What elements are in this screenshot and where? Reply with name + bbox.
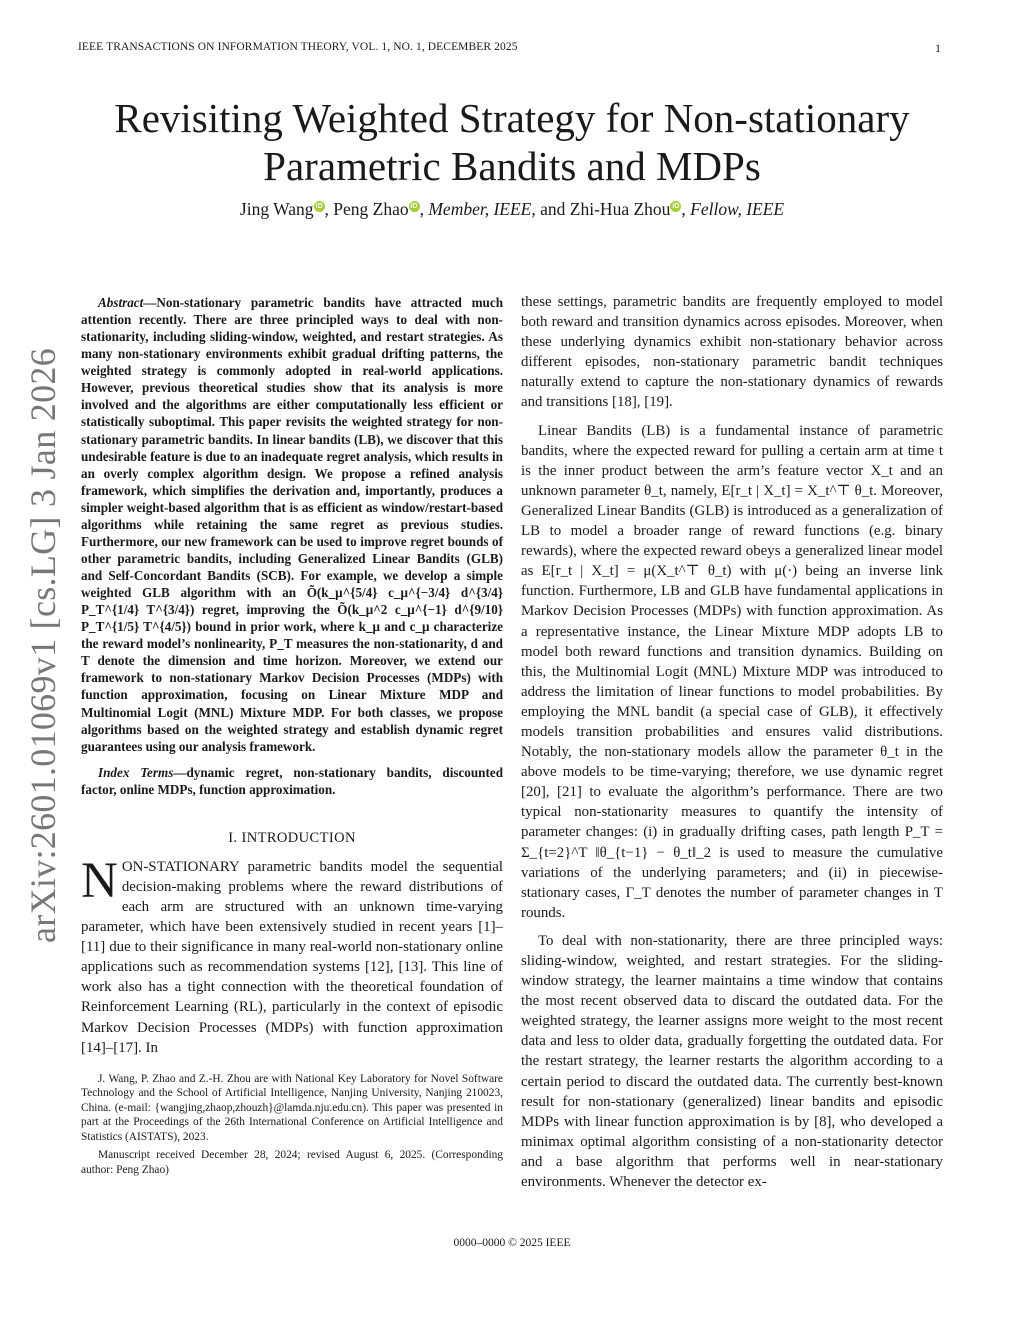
title-line-1: Revisiting Weighted Strategy for Non-stationary	[114, 95, 910, 141]
author-name: Peng Zhao	[333, 199, 409, 219]
author-role: Member, IEEE,	[428, 199, 536, 219]
author-conjunction: and	[535, 199, 570, 219]
copyright-footer: 0000–0000 © 2025 IEEE	[453, 1237, 571, 1249]
abstract-label: Abstract	[98, 295, 144, 310]
orcid-icon[interactable]: iD	[315, 203, 323, 211]
author-separator: ,	[419, 199, 429, 219]
abstract-text: —Non-stationary parametric bandits have attracted much attention recently. There are three principled ways to deal with non-stationarity, including sliding-window, weighted, and restart strategies. As many non-stationary environments exhibit gradual drifting patterns, the weighted strategy is commonly adopted in real-world applications. However, previous theoretical studies show that its analysis is more involved and the algorithms are either computationally less efficient or statistically suboptimal. This paper revisits the weighted strategy for non-stationary parametric bandits. In linear bandits (LB), we discover that this undesirable feature is due to an inadequate regret analysis, which results in an overly complex algorithm design. We propose a refined analysis framework, which simplifies the derivation and, importantly, produces a simpler weight-based algorithm that is as efficient as window/restart-based algorithms while retaining the same regret as previous studies. Furthermore, our new framework can be used to improve regret bounds of other parametric bandits, including Generalized Linear Bandits (GLB) and Self-Concordant Bandits (SCB). For example, we develop a simple weighted GLB algorithm with an Õ(k_μ^{5/4} c_μ^{−3/4} d^{3/4} P_T^{1/4} T^{3/4}) regret, improving the Õ(k_μ^2 c_μ^{−1} d^{9/10} P_T^{1/5} T^{4/5}) bound in prior work, where k_μ and c_μ characterize the reward model’s nonlinearity, P_T measures the non-stationarity, d and T denote the dimension and time horizon. Moreover, we extend our framework to non-stationary Markov Decision Processes (MDPs) with function approximation, focusing on Linear Mixture MDP and Multinomial Logit (MNL) Mixture MDP. For both classes, we propose algorithms based on the weighted strategy and establish dynamic regret guarantees using our analysis framework.	[81, 295, 503, 754]
arxiv-identifier: arXiv:2601.01069v1 [cs.LG] 3 Jan 2026	[23, 347, 63, 943]
section-heading: I. INTRODUCTION	[228, 829, 356, 846]
paper-title	[60, 94, 964, 190]
footnote-affiliation: J. Wang, P. Zhao and Z.-H. Zhou are with National Key Laboratory for Novel Software Technology and the School of Artificial Intelligence, Nanjing University, Nanjing 210023, China. (e-mail: {wangjing,zhaop,zhouzh}@lamda.nju.edu.cn). This paper was presented in part at the Proceedings of the 26th International Conference on Artificial Intelligence and Statistics (AISTATS), 2023.	[81, 1072, 503, 1143]
index-terms	[81, 764, 503, 798]
author-name: Zhi-Hua Zhou	[569, 199, 671, 219]
page-number: 1	[935, 41, 941, 55]
right-column	[521, 292, 943, 1192]
body-paragraph: these settings, parametric bandits are frequently employed to model both reward and transition dynamics across episodes. Moreover, when these underlying dynamics exhibit non-stationary behavior across different episodes, non-stationary parametric bandit techniques naturally extend to capture the non-stationary dynamics of rewards and transitions [18], [19].	[521, 294, 943, 411]
body-paragraph: Linear Bandits (LB) is a fundamental instance of parametric bandits, where the expected reward for pulling a certain arm at time t is the inner product between the arm’s feature vector X_t and an unknown parameter θ_t, namely, E[r_t | X_t] = X_t^⊤ θ_t. Moreover, Generalized Linear Bandits (GLB) is introduced as a generalization of LB to model a broader range of reward functions (e.g. binary rewards), where the expected reward obeys a generalized linear model as E[r_t | X_t] = μ(X_t^⊤ θ_t) with μ(·) being an inverse link function. Furthermore, LB and GLB have fundamental applications in Markov Decision Processes (MDPs) with function approximation. As a representative instance, the Linear Mixture MDP adopts LB to model both reward functions and transition dynamics. Building on this, the Multinomial Logit (MNL) Mixture MDP was introduced to address the limitation of linear functions to model probabilities. By employing the MNL bandit (a special case of GLB), it effectively models transition probabilities and ensures valid distributions. Notably, the non-stationary models allow the parameter θ_t in the above models to be time-varying; therefore, we use dynamic regret [20], [21] to evaluate the algorithm’s performance. There are two typical non-stationarity measures to quantify the intensity of parameter changes: (i) in gradually drifting cases, path length P_T = Σ_{t=2}^T ‖θ_{t−1} − θ_t‖_2 is used to measure the cumulative variations of the underlying parameters; and (ii) in piecewise-stationary cases, Γ_T denotes the number of parameter changes in T rounds.	[521, 422, 943, 921]
index-terms-label: Index Terms	[98, 764, 174, 780]
orcid-icon[interactable]: iD	[410, 203, 418, 211]
running-head: IEEE TRANSACTIONS ON INFORMATION THEORY, VOL. 1, NO. 1, DECEMBER 2025	[78, 41, 518, 53]
author-separator: ,	[324, 199, 334, 219]
author-line	[60, 198, 964, 220]
index-terms-text: —dynamic regret, non-stationary bandits, discounted factor, online MDPs, function approximation.	[81, 764, 503, 797]
drop-cap: N	[81, 852, 118, 909]
body-paragraph: To deal with non-stationarity, there are three principled ways: sliding-window, weighted, and restart strategies. For the sliding-window strategy, the learner maintains a time window that contains the most recent observed data to discard the outdated data. For the weighted strategy, the learner assigns more weight to the most recent data and less to older data, gradually forgetting the outdated data. For the restart strategy, the learner restarts the algorithm according to a certain period to discard the outdated data. The currently best-known result for non-stationary (generalized) linear bandits and episodic MDPs with linear function approximation is by [8], who developed a minimax optimal algorithm consisting of a non-stationarity detector and a base algorithm that performs well in near-stationary environments. Whenever the detector ex-	[521, 932, 943, 1191]
title-line-2: Parametric Bandits and MDPs	[263, 143, 761, 189]
author-name: Jing Wang	[239, 199, 314, 219]
author-role: Fellow, IEEE	[690, 199, 785, 219]
author-separator: ,	[681, 199, 691, 219]
intro-text: ON-STATIONARY parametric bandits model the sequential decision-making problems where the reward distributions of each arm are structured with an unknown time-varying parameter, which have been extensively studied in recent years [1]–[11] due to their significance in many real-world non-stationary online applications such as recommendation systems [12], [13]. This line of work also has a tight connection with the theoretical foundation of Reinforcement Learning (RL), particularly in the context of episodic Markov Decision Processes (MDPs) with function approximation [14]–[17]. In	[81, 858, 503, 1056]
footnote-manuscript: Manuscript received December 28, 2024; revised August 6, 2025. (Corresponding author: Peng Zhao)	[81, 1149, 503, 1176]
intro-paragraph	[81, 852, 503, 1058]
left-column	[81, 294, 503, 1177]
footnotes	[81, 1072, 503, 1178]
orcid-icon[interactable]: iD	[672, 203, 680, 211]
abstract	[81, 294, 503, 755]
